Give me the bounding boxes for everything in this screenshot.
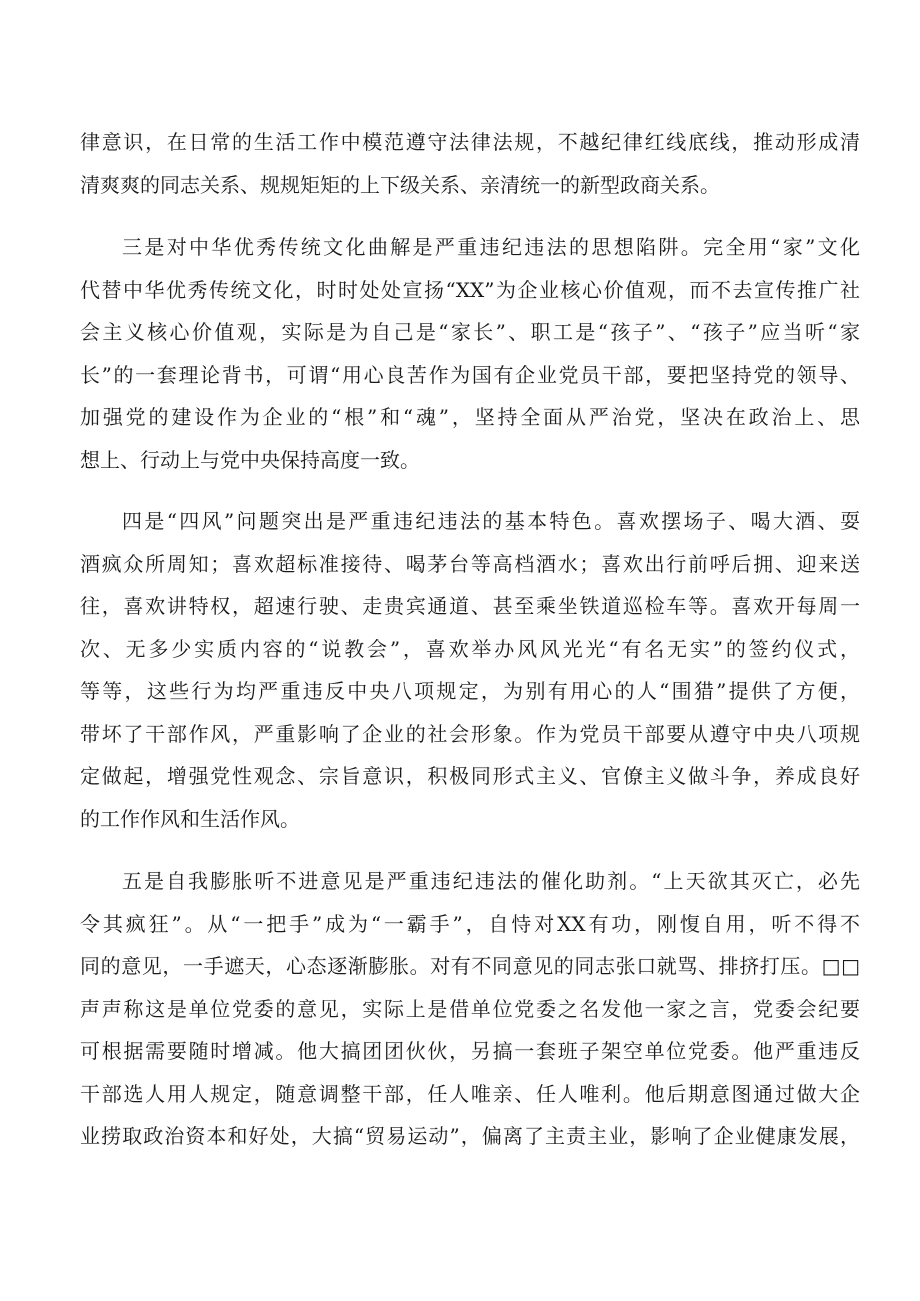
text-line: 四是“四风”问题突出是严重违纪违法的基本特色。喜欢摆场子、喝大酒、耍 <box>122 509 860 533</box>
text-line: 次、无多少实质内容的“说教会”，喜欢举办风风光光“有名无实”的签约仪式， <box>80 636 860 661</box>
text-line: 清爽爽的同志关系、规规矩矩的上下级关系、亲清统一的新型政商关系。 <box>80 172 720 197</box>
text-line: 定做起，增强党性观念、宗旨意识，积极同形式主义、官僚主义做斗争，养成良好 <box>80 764 860 788</box>
paragraph-2 <box>80 226 860 481</box>
text-line: 加强党的建设作为企业的“根”和“魂”，坚持全面从严治党，坚决在政治上、思 <box>80 405 860 429</box>
text-line: 代替中华优秀传统文化，时时处处宣扬“XX”为企业核心价值观，而不去宣传推广社 <box>80 277 860 302</box>
text-line: 的工作作风和生活作风。 <box>80 806 300 831</box>
text-line: 长”的一套理论背书，可谓“用心良苦作为国有企业党员干部，要把坚持党的领导、 <box>80 362 860 387</box>
text-line: 想上、行动上与党中央保持高度一致。 <box>80 447 420 472</box>
text-line: 带坏了干部作风，严重影响了企业的社会形象。作为党员干部要从遵守中央八项规 <box>80 721 860 746</box>
text-line: 酒疯众所周知；喜欢超标准接待、喝茅台等高档酒水；喜欢出行前呼后拥、迎来送 <box>80 551 860 576</box>
text-line: 往，喜欢讲特权，超速行驶、走贵宾通道、甚至乘坐铁道巡检车等。喜欢开每周一 <box>80 594 860 618</box>
paragraph-3 <box>80 500 860 840</box>
text-line: 令其疯狂”。从“一把手”成为“一霸手”，自恃对XX有功，刚愎自用，听不得不 <box>80 911 860 936</box>
text-line: 会主义核心价值观，实际是为自己是“家长”、职工是“孩子”、“孩子”应当听“家 <box>80 320 860 344</box>
text-line: 可根据需要随时增减。他大搞团团伙伙，另搞一套班子架空单位党委。他严重违反 <box>80 1039 860 1063</box>
paragraph-1 <box>80 121 860 206</box>
text-line: 声声称这是单位党委的意见，实际上是借单位党委之名发他一家之言，党委会纪要 <box>80 996 860 1021</box>
text-line: 五是自我膨胀听不进意见是严重违纪违法的催化助剂。“上天欲其灭亡，必先 <box>122 869 860 893</box>
text-line: 律意识，在日常的生活工作中模范遵守法律法规，不越纪律红线底线，推动形成清 <box>80 130 860 154</box>
text-line: 等等，这些行为均严重违反中央八项规定，为别有用心的人“围猎”提供了方便， <box>80 679 860 703</box>
text-line: 干部选人用人规定，随意调整干部，任人唯亲、任人唯利。他后期意图通过做大企 <box>80 1081 860 1106</box>
text-line: 同的意见，一手遮天，心态逐渐膨胀。对有不同意见的同志张口就骂、排挤打压。□□ <box>80 954 860 978</box>
paragraph-4 <box>80 860 860 1158</box>
text-line: 业捞取政治资本和好处，大搞“贸易运动”，偏离了主责主业，影响了企业健康发展， <box>80 1124 860 1148</box>
text-line: 三是对中华优秀传统文化曲解是严重违纪违法的思想陷阱。完全用“家”文化 <box>122 235 860 259</box>
